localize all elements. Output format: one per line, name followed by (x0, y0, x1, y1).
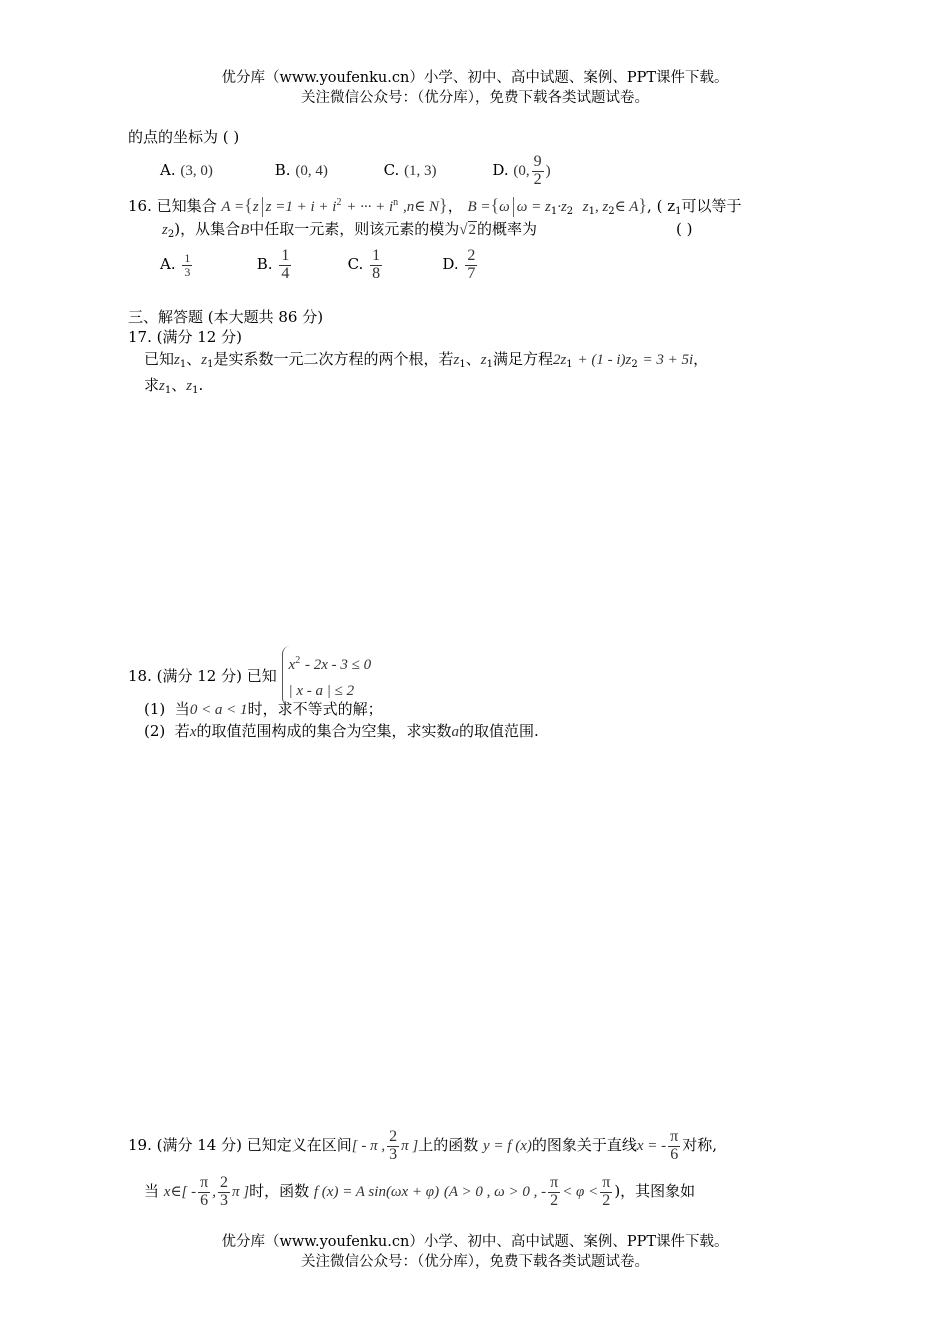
q17-title: 17. (满分 12 分) (128, 328, 242, 346)
sqrt-symbol: √2 (459, 222, 476, 238)
q15-stem-tail: 的点的坐标为 ( ) (128, 128, 240, 146)
q16-answer-paren: ( ) (676, 220, 693, 238)
header-line-1: 优分库（www.youfenku.cn）小学、初中、高中试题、案例、PPT课件下载。 (221, 70, 729, 86)
q15-option-d: D. (0, $\frac{9}{2}$ ) (492, 152, 551, 188)
q18-inequality-system: $x^2 - 2x - 3 \le 0$ | x - a | ≤ 2 (282, 646, 372, 706)
footer-line-2: 关注微信公众号：（优分库），免费下载各类试题试卷。 (301, 1254, 649, 1270)
section-3-heading: 三、解答题 (本大题共 86 分) (128, 308, 324, 326)
q16-option-c: C. $\frac{1}{8}$ (347, 246, 381, 282)
q15-option-b: B. (0, 4) (274, 161, 328, 179)
header-line-2: 关注微信公众号：（优分库），免费下载各类试题试卷。 (301, 90, 649, 106)
q19-line-2: 当 x∈[ - $\frac{\pi}{6}$ , $\frac{2}{3}$ π ]时，函数 f (x) = A sin(ωx + φ) (A > 0 , ω > 0 , - $\frac{\pi}{2}$ < φ < $\frac{\pi}{2}$ )，其图象如 (144, 1173, 696, 1209)
q15-options (160, 150, 551, 190)
q15-option-a: A. (3, 0) (160, 161, 213, 179)
q18-title-row: 18. (满分 12 分) 已知 $x^2 - 2x - 3 \le 0$ | x - a | ≤ 2 (128, 646, 371, 706)
q16-option-a: A. $\frac{1}{3}$ (160, 250, 191, 279)
q16-options (160, 243, 479, 285)
q17-line-2: 求$z_1$、$z_1$. (144, 376, 204, 396)
footer-line-1: 优分库（www.youfenku.cn）小学、初中、高中试题、案例、PPT课件下载。 (221, 1234, 729, 1250)
q16-line-2: $z_2$)，从集合B中任取一元素，则该元素的模为√2的概率为 (162, 220, 538, 240)
q19-line-1: 19. (满分 14 分) 已知定义在区间[ - π , $\frac{2}{3}$ π ]上的函数 y = f (x)的图象关于直线x = - $\frac{\pi}{6}$ 对称, (128, 1127, 718, 1163)
q16-option-d: D. $\frac{2}{7}$ (442, 246, 476, 282)
q18-part-1: (1) 当0 < a < 1时，求不等式的解； (144, 700, 383, 718)
q16-line-1: 16. 已知集合 A ={z $z =1 + i + i^2$ + ··· + $i^n$ ,n∈ N}， B ={ω $\omega = z_1\cdot z_2$ $z_1$, $z_2\in$ A}, ( $z_1$可以等于 (128, 195, 742, 217)
q17-line-1: 已知$z_1$、$z_1$是实系数一元二次方程的两个根，若$z_1$、$z_1$满足方程$2z_1 + (1 - i)z_2 = 3 + 5i$， (144, 350, 709, 370)
q16-option-b: B. $\frac{1}{4}$ (256, 246, 290, 282)
q18-part-2: (2) 若x的取值范围构成的集合为空集，求实数a的取值范围. (144, 722, 539, 740)
q15-option-c: C. (1, 3) (383, 161, 437, 179)
